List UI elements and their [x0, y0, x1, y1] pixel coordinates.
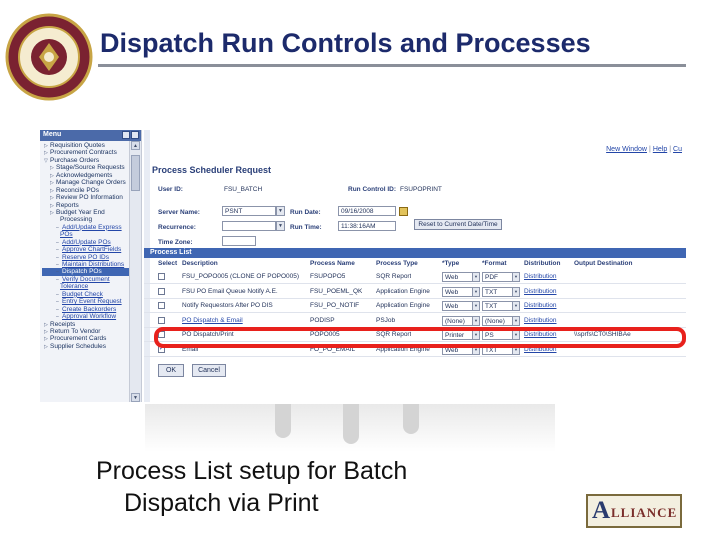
menu-item[interactable] [42, 268, 139, 275]
cancel-button[interactable]: Cancel [192, 364, 226, 377]
menu-item-label: Add/Update POs [62, 238, 111, 246]
menu-item[interactable] [42, 261, 139, 268]
menu-item[interactable] [42, 187, 139, 194]
collapsed-triangle-icon[interactable]: ▷ [44, 343, 48, 350]
run-date-label: Run Date: [290, 209, 321, 216]
collapsed-triangle-icon[interactable]: ▷ [50, 172, 54, 179]
scrollbar-thumb[interactable] [131, 155, 140, 191]
server-name-label: Server Name: [158, 209, 200, 216]
chevron-down-icon[interactable]: ▼ [472, 331, 479, 339]
chevron-down-icon[interactable]: ▼ [472, 317, 479, 325]
dash-icon[interactable]: – [56, 269, 59, 276]
dash-icon[interactable]: – [56, 262, 59, 268]
type-select-value: Web [445, 288, 459, 296]
logo-letter: A [592, 497, 611, 524]
new-window-link[interactable]: New Window [606, 146, 647, 153]
format-select-value: PDF [485, 274, 498, 281]
menu-item-label: Approve ChartFields [62, 246, 122, 254]
collapsed-triangle-icon[interactable]: ▷ [44, 150, 48, 157]
format-select-value: (None) [485, 317, 505, 325]
process-list-header: Process List [144, 248, 686, 258]
menu-item-label: Approval Workflow [62, 313, 117, 321]
menu-item-label: Procurement Contracts [50, 149, 117, 157]
menu-item-label: Maintain Distributions [62, 261, 125, 268]
collapsed-triangle-icon[interactable]: ▷ [44, 328, 48, 335]
alliance-logo [586, 494, 682, 528]
process-name: FSUPOPO5 [310, 273, 346, 280]
format-select[interactable] [482, 272, 520, 282]
menu-item[interactable] [42, 179, 139, 186]
expanded-triangle-icon[interactable]: ▽ [44, 157, 48, 164]
process-type: SQR Report [376, 273, 412, 280]
type-select-value: (None) [445, 317, 465, 325]
slide-caption [96, 455, 407, 519]
select-checkbox[interactable] [158, 302, 165, 309]
col-description[interactable]: Description [182, 260, 218, 267]
collapsed-triangle-icon[interactable]: ▷ [50, 187, 54, 194]
type-select[interactable] [442, 301, 480, 311]
col-format[interactable]: *Format [482, 260, 507, 267]
menu-item-label: Budget Check [62, 290, 103, 298]
menu-item[interactable] [42, 216, 139, 223]
collapsed-triangle-icon[interactable]: ▷ [50, 180, 54, 187]
menu-item[interactable] [42, 306, 139, 313]
run-time-field[interactable]: 11:38:16AM [338, 221, 396, 231]
peoplesoft-screenshot [40, 130, 686, 402]
run-date-field[interactable]: 09/16/2008 [338, 206, 396, 216]
format-select[interactable] [482, 287, 520, 297]
chevron-down-icon[interactable]: ▼ [512, 302, 519, 310]
caption-line-1: Process List setup for Batch [96, 457, 408, 485]
menu-item[interactable] [42, 254, 139, 261]
menu-item[interactable] [42, 313, 139, 320]
close-menu-icon[interactable] [131, 131, 139, 139]
type-select-value: Web [445, 274, 459, 281]
process-description: FSU PO Email Queue Notify A.E. [182, 287, 278, 295]
menu-item-label: Add/Update Express [62, 223, 122, 231]
menu-item-label: Receipts [50, 320, 76, 328]
type-select-value: Web [445, 303, 459, 311]
scroll-down-icon[interactable]: ▼ [131, 393, 140, 402]
process-description[interactable]: PO Dispatch & Email [182, 316, 243, 324]
menu-item[interactable] [42, 239, 139, 246]
dash-icon[interactable]: – [56, 306, 59, 313]
col-type[interactable]: *Type [442, 260, 460, 267]
server-name-select[interactable]: PSNT [222, 206, 276, 216]
menu-item-label: Return To Vendor [50, 327, 101, 335]
dash-icon[interactable]: – [56, 276, 59, 283]
logo-text: LLIANCE [611, 505, 678, 520]
collapsed-triangle-icon[interactable]: ▷ [50, 165, 54, 172]
distribution-link[interactable]: Distribution [524, 302, 557, 310]
process-type: PSJob [376, 316, 396, 324]
menu-item-label: Supplier Schedules [50, 342, 107, 350]
menu-item-label: Stage/Source Requests [56, 164, 125, 172]
col-output-destination[interactable]: Output Destination [574, 260, 633, 267]
process-name: PODISP [310, 316, 335, 324]
menu-item[interactable] [42, 157, 139, 164]
process-description: Email [182, 346, 199, 353]
menu-item-label: Verify Document [62, 275, 110, 283]
menu-item-label: Procurement Cards [50, 335, 107, 343]
calendar-icon[interactable] [399, 207, 408, 216]
run-control-label: Run Control ID: [348, 186, 397, 193]
process-name: FSU_POEML_QK [310, 287, 363, 295]
chevron-down-icon[interactable]: ▼ [512, 346, 519, 354]
run-time-label: Run Time: [290, 224, 322, 231]
process-list-columns [144, 259, 686, 268]
process-name: POPO005 [310, 331, 340, 339]
process-row [144, 270, 686, 284]
menu-header [40, 130, 141, 141]
menu-item-label: Reports [56, 201, 79, 209]
dash-icon[interactable]: – [56, 254, 59, 261]
university-seal-logo [5, 10, 93, 105]
format-select[interactable] [482, 301, 520, 311]
process-row [144, 299, 686, 313]
customize-link[interactable]: Cu [673, 146, 682, 153]
menu-item[interactable] [42, 164, 139, 171]
title-underline [98, 64, 686, 67]
type-select-value: Web [445, 347, 459, 354]
menu-item[interactable] [42, 343, 139, 350]
menu-item[interactable] [42, 149, 139, 156]
type-select[interactable] [442, 272, 480, 282]
collapsed-triangle-icon[interactable]: ▷ [50, 209, 54, 216]
navigation-menu [40, 130, 142, 402]
server-dropdown-icon[interactable]: ▼ [276, 206, 285, 216]
recurrence-select[interactable] [222, 221, 276, 231]
collapsed-triangle-icon[interactable]: ▷ [44, 336, 48, 343]
menu-item-label: Requisition Quotes [50, 142, 105, 149]
highlight-ring [154, 327, 686, 348]
chevron-down-icon[interactable]: ▼ [472, 346, 479, 354]
collapsed-triangle-icon[interactable]: ▷ [50, 202, 54, 209]
process-type: Application Engine [376, 287, 430, 295]
menu-scrollbar[interactable] [129, 141, 141, 402]
recurrence-dropdown-icon[interactable]: ▼ [276, 221, 285, 231]
process-row [144, 314, 686, 328]
dash-icon[interactable]: – [56, 247, 59, 254]
process-type: Application Engine [376, 346, 430, 353]
distribution-link[interactable]: Distribution [524, 273, 557, 280]
format-select-value: PS [485, 332, 494, 340]
col-process-type[interactable]: Process Type [376, 260, 418, 267]
process-scheduler-page [144, 130, 686, 402]
menu-tree [40, 141, 141, 350]
format-select-value: TXT [485, 347, 498, 354]
chevron-down-icon[interactable]: ▼ [512, 331, 519, 339]
chevron-down-icon[interactable]: ▼ [512, 288, 519, 296]
dash-icon[interactable]: – [56, 224, 59, 231]
menu-item-label: Budget Year End [56, 208, 105, 216]
recurrence-label: Recurrence: [158, 224, 196, 231]
select-checkbox[interactable] [158, 317, 165, 324]
menu-item[interactable] [42, 202, 139, 209]
chevron-down-icon[interactable]: ▼ [472, 302, 479, 310]
format-select[interactable] [482, 316, 520, 326]
menu-item-label: POs [60, 231, 73, 239]
process-type: Application Engine [376, 302, 430, 310]
dash-icon[interactable]: – [56, 239, 59, 246]
type-select[interactable] [442, 316, 480, 326]
menu-item[interactable] [42, 209, 139, 216]
dash-icon[interactable]: – [56, 314, 59, 321]
process-type: SQR Report [376, 331, 412, 339]
process-name: FO_PO_EMAIL [310, 346, 356, 353]
minimize-menu-icon[interactable] [122, 131, 130, 139]
menu-header-label: Menu [43, 131, 62, 138]
page-title: Process Scheduler Request [152, 165, 272, 175]
menu-item[interactable] [42, 276, 139, 283]
menu-item-label: Dispatch POs [62, 268, 102, 276]
scroll-up-icon[interactable]: ▲ [131, 141, 140, 150]
output-destination[interactable]: \\sprfs\CT0\SHIBAe [574, 331, 631, 339]
menu-item[interactable] [42, 328, 139, 335]
menu-item[interactable] [42, 298, 139, 305]
menu-item-label: Reconcile POs [56, 186, 99, 194]
reflection-decoration [145, 404, 555, 452]
format-select-value: TXT [485, 303, 498, 311]
distribution-link[interactable]: Distribution [524, 331, 557, 339]
menu-item[interactable] [42, 172, 139, 179]
dash-icon[interactable]: – [56, 291, 59, 298]
menu-item[interactable] [42, 224, 139, 231]
caption-line-2: Dispatch via Print [124, 489, 319, 517]
menu-item[interactable] [42, 321, 139, 328]
ok-button[interactable]: OK [158, 364, 184, 377]
chevron-down-icon[interactable]: ▼ [512, 273, 519, 281]
reset-date-time-button[interactable]: Reset to Current Date/Time [414, 219, 502, 230]
select-checkbox[interactable]: ✓ [159, 346, 165, 352]
col-select[interactable]: Select [158, 260, 178, 267]
collapsed-triangle-icon[interactable]: ▷ [44, 321, 48, 328]
dash-icon[interactable]: – [56, 299, 59, 306]
page-links: New Window | Help | Cu [606, 146, 682, 153]
menu-item[interactable] [42, 291, 139, 298]
menu-item-label: Review PO Information [56, 194, 123, 202]
time-zone-label: Time Zone: [158, 239, 193, 246]
menu-item-label: Entry Event Request [62, 298, 122, 306]
chevron-down-icon[interactable]: ▼ [512, 317, 519, 325]
menu-item-label: Reserve PO IDs [62, 253, 109, 261]
run-control-value: FSUPOPRINT [400, 186, 442, 193]
user-id-label: User ID: [158, 186, 183, 193]
collapsed-triangle-icon[interactable]: ▷ [44, 143, 48, 149]
select-checkbox[interactable] [158, 288, 165, 295]
chevron-down-icon[interactable]: ▼ [472, 288, 479, 296]
type-select[interactable] [442, 287, 480, 297]
slide-title: Dispatch Run Controls and Processes [100, 28, 591, 58]
menu-item[interactable] [42, 335, 139, 342]
user-id-value: FSU_BATCH [224, 186, 263, 193]
collapsed-triangle-icon[interactable]: ▷ [50, 195, 54, 202]
process-name: FSU_PO_NOTIF [310, 302, 360, 310]
type-select-value: Printer [445, 332, 465, 340]
time-zone-field[interactable] [222, 236, 256, 246]
process-row [144, 285, 686, 299]
process-description: PO Dispatch/Print [182, 331, 234, 339]
menu-item[interactable] [42, 283, 139, 290]
help-link[interactable]: Help [652, 146, 668, 153]
menu-item-label: Create Backorders [62, 305, 117, 313]
format-select-value: TXT [485, 288, 498, 296]
menu-item-label: Purchase Orders [50, 156, 100, 164]
menu-item-label: Acknowledgements [56, 171, 113, 179]
chevron-down-icon[interactable]: ▼ [472, 273, 479, 281]
menu-item[interactable] [42, 194, 139, 201]
menu-item-label: Manage Change Orders [56, 179, 126, 187]
col-distribution[interactable]: Distribution [524, 260, 561, 267]
menu-item[interactable] [42, 142, 139, 149]
col-process-name[interactable]: Process Name [310, 260, 355, 267]
menu-item-label: Tolerance [60, 283, 89, 291]
menu-item-label: Processing [60, 216, 93, 224]
distribution-link[interactable]: Distribution [524, 346, 557, 353]
select-checkbox[interactable] [158, 273, 165, 280]
distribution-link[interactable]: Distribution [524, 287, 557, 295]
process-description: FSU_POPO005 (CLONE OF POPO005) [182, 273, 300, 280]
process-description: Notify Requestors After PO DIS [182, 302, 273, 310]
distribution-link[interactable]: Distribution [524, 316, 557, 324]
menu-item[interactable] [42, 231, 139, 238]
menu-item[interactable] [42, 246, 139, 253]
